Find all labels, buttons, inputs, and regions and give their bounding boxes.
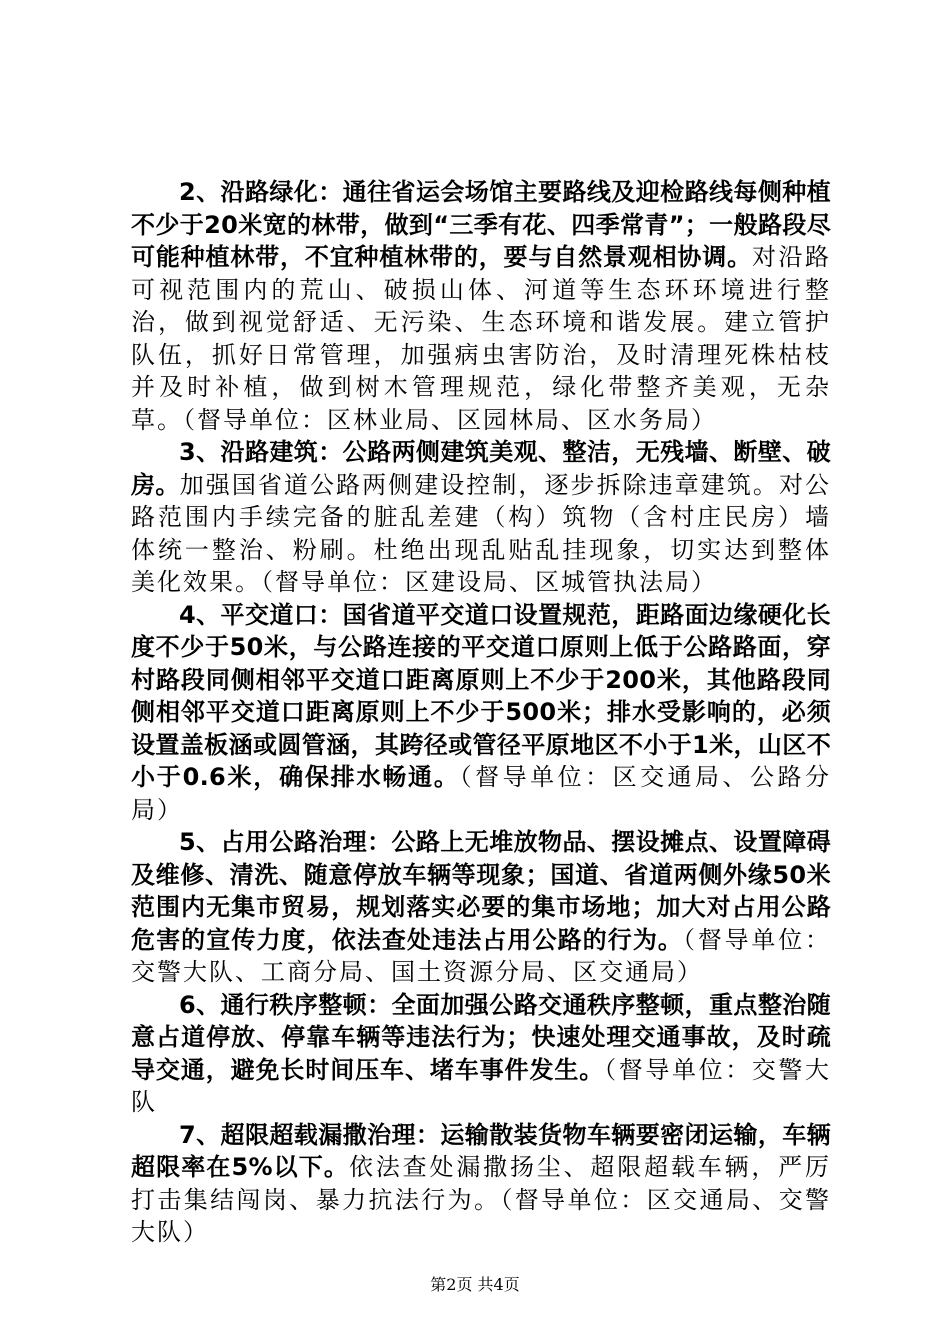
- paragraph-road-occupation: [131, 826, 831, 989]
- paragraph-text: 依法查处漏撒扬尘、超限超载车辆，严厉打击集结闯岗、暴力抗法行为。（督导单位：区交通局、交警大队）: [131, 1153, 832, 1246]
- paragraph-text: 加强国省道公路两侧建设控制，逐步拆除违章建筑。对公路范围内手续完备的脏乱差建（构）筑物（含村庄民房）墙体统一整治、粉刷。杜绝出现乱贴乱挂现象，切实达到整体美化效果。（督导单位：区建设局、区城管执法局）: [131, 470, 832, 596]
- paragraph-heading: 6、通行秩序整顿：全面加强公路交通秩序整顿，重点整治随意占道停放、停靠车辆等违法行为；快速处理交通事故，及时疏导交通，避免长时间压车、堵车事件发生。: [131, 990, 831, 1084]
- paragraph-text: （督导单位：交警大队、工商分局、国土资源分局、区交通局）: [131, 925, 831, 986]
- page-footer: 第2页 共4页: [430, 1275, 520, 1294]
- paragraph-roadside-greening: [131, 176, 831, 436]
- document-body: [131, 176, 831, 1249]
- paragraph-heading: 4、平交道口：国省道平交道口设置规范，距路面边缘硬化长度不少于50米，与公路连接的平交道口原则上低于公路路面，穿村路段同侧相邻平交道口距离原则上不少于200米，其他路段同侧相邻平交道口距离原则上不少于500米；排水受影响的，必须设置盖板涵或圆管涵，其跨径或管径平原地区不小于1米，山区不小于0.6米，确保排水畅通。: [131, 600, 831, 791]
- paragraph-heading: 5、占用公路治理：公路上无堆放物品、摆设摊点、设置障碍及维修、清洗、随意停放车辆等现象；国道、省道两侧外缘50米范围内无集市贸易，规划落实必要的集市场地；加大对占用公路危害的宣传力度，依法查处违法占用公路的行为。: [131, 828, 831, 954]
- paragraph-text: 对沿路可视范围内的荒山、破损山体、河道等生态环环境进行整治，做到视觉舒适、无污染、生态环境和谐发展。建立管护队伍，抓好日常管理，加强病虫害防治，及时清理死株枯枝并及时补植，做到树木管理规范，绿化带整齐美观，无杂草。（督导单位：区林业局、区园林局、区水务局）: [131, 243, 832, 434]
- paragraph-level-crossings: [131, 599, 831, 827]
- paragraph-text: （督导单位：区交通局、公路分局）: [131, 763, 832, 824]
- paragraph-text: （督导单位：交警大队: [131, 1055, 832, 1116]
- paragraph-heading: 3、沿路建筑：公路两侧建筑美观、整洁，无残墙、断壁、破房。: [131, 438, 831, 499]
- paragraph-roadside-buildings: [131, 436, 831, 599]
- paragraph-traffic-order: [131, 989, 831, 1119]
- paragraph-heading: 7、超限超载漏撒治理：运输散装货物车辆要密闭运输，车辆超限率在5%以下。: [131, 1120, 831, 1181]
- paragraph-heading: 2、沿路绿化：通往省运会场馆主要路线及迎检路线每侧种植不少于20米宽的林带，做到“三季有花、四季常青”；一般路段尽可能种植林带，不宜种植林带的，要与自然景观相协调。: [131, 178, 831, 271]
- paragraph-overload-control: [131, 1119, 831, 1249]
